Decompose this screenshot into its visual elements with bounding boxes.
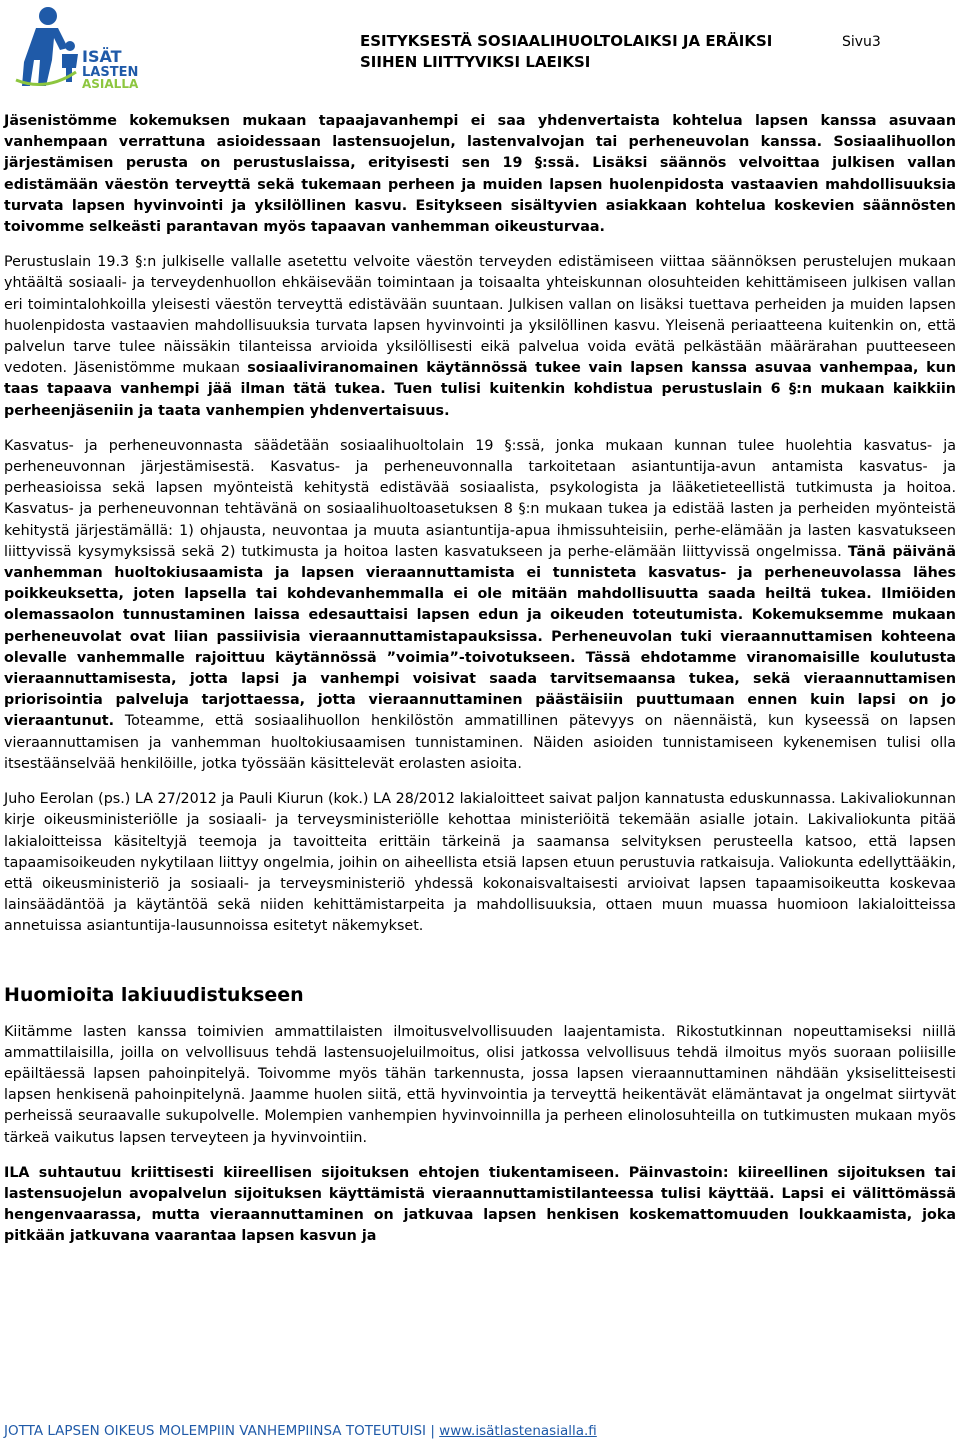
footer-separator: | bbox=[430, 1423, 435, 1439]
paragraph-1: Jäsenistömme kokemuksen mukaan tapaajavanhempi ei saa yhdenvertaista kohtelua lapsen kanssa asuvaan vanhempaan verrattuna asioidessaan lastensuojelun, lastenvalvojan tai perheneuvolan kanssa. Sosiaalihuollon järjestämisen perusta on perustuslaissa, erityisesti sen 19 §:ssä. Lisäksi säännös velvoittaa julkisen vallan edistämään väestön terveyttä sekä tukemaan perheen ja muiden lapsen huolenpidosta vastaavien mahdollisuuksia turvata lapsen hyvinvointi ja yksilöllinen kasvu. Esitykseen sisältyvien asiakkaan kohtelua koskevien säännösten toivomme selkeästi parantavan myös tapaavan vanhemman oikeusturvaa. bbox=[4, 113, 956, 236]
section-heading: Huomioita lakiuudistukseen bbox=[4, 983, 304, 1006]
paragraph-5: Kiitämme lasten kanssa toimivien ammattilaisten ilmoitusvelvollisuuden laajentamista. Rikostutkinnan nopeuttamiseksi niillä ammattilaisilla, joilla on velvollisuus tehdä lastensuojeluilmoitus, olisi jatkossa velvollisuus tehdä ilmoitus myös suoraan poliisille epäiltäessä lapsen pahoinpitelyä. Toivomme myös tähän tarkennusta, jossa lapsen vieraannuttaminen nähdään yksiselitteisesti lapsen henkisenä pahoinpitelynä. Jaamme huolen siitä, että hyvinvointia ja terveyttä heikentävät elämäntavat ja ongelmat siirtyvät perheissä seuraavalle sukupolvelle. Molempien vanhempien hyvinvoinnilla ja perheen elinolosuhteilla on tutkimusten mukaan myös tärkeä vaikutus lapsen terveyteen ja hyvinvointiin. bbox=[4, 1023, 956, 1146]
logo-text-3: ASIALLA bbox=[82, 77, 139, 91]
logo-text-1: ISÄT bbox=[82, 47, 122, 66]
footer-website-link[interactable]: www.isätlastenasialla.fi bbox=[439, 1423, 597, 1439]
logo-graphic bbox=[6, 2, 156, 92]
organization-logo bbox=[6, 2, 156, 92]
logo-text-2: LASTEN bbox=[82, 65, 139, 80]
page-footer bbox=[4, 1423, 597, 1439]
paragraph-3 bbox=[4, 436, 956, 775]
paragraph-4: Juho Eerolan (ps.) LA 27/2012 ja Pauli Kiurun (kok.) LA 28/2012 lakialoitteet saivat paljon kannatusta eduskunnassa. Lakivaliokunnan kirje oikeusministeriölle ja sosiaali- ja terveysministeriölle kehottaa ministeriöitä tekemään asialle jotain. Lakivaliokunta pitää lakialoitteissa käsiteltyjä teemoja ja tavoitteita erittäin tärkeinä ja saamansa selvityksen perusteella katsoo, että lapsen tapaamisoikeuden nykytilaan liittyy ongelmia, joihin on aiheellista etsiä lapsen etuun perustuvia ratkaisuja. Valiokunta edellyttääkin, että oikeusministeriö ja sosiaali- ja terveysministeriö yhdessä kokonaisvaltaisesti arvioivat lapsen tapaamisoikeutta koskevaa lainsäädäntöä ja käytäntöä sekä niiden kehittämistarpeita ja mahdollisuuksia, ottaen muun muassa huomioon lakialoitteissa annetuissa asiantuntija-lausunnoissa esitetyt näkemykset. bbox=[4, 791, 956, 935]
paragraph-3-text: Kasvatus- ja perheneuvonnasta säädetään sosiaalihuoltolain 19 §:ssä, jonka mukaan kunnan tulee huolehtia kasvatus- ja perheneuvonnan järjestämisestä. Kasvatus- ja perheneuvonnalla tarkoitetaan asiantuntija-avun antamista kasvatus- ja perheasioissa sekä lapsen myönteistä kehitystä edistävää sosiaalista, psykologista ja lääketieteellistä tutkimusta ja hoitoa. Kasvatus- ja perheneuvonnan tehtävänä on sosiaalihuoltoasetuksen 8 §:n mukaan tukea ja edistää lasten ja perheiden myönteistä kehitystä järjestämällä: 1) ohjausta, neuvontaa ja muuta asiantuntija-apua ihmissuhteisiin, perhe-elämään ja lasten kasvatukseen liittyvissä kysymyksissä sekä 2) tutkimusta ja hoitoa lasten kasvatukseen ja perhe-elämään liittyvissä ongelmissa. bbox=[4, 437, 956, 560]
paragraph-2-bold: sosiaaliviranomainen käytännössä tukee vain lapsen kanssa asuvaa vanhempaa, kun taas tapaava vanhempi jää ilman tätä tukea. Tuen tulisi kuitenkin kohdistua perustuslain 6 §:n mukaan kaikkiin perheenjäseniin ja taata vanhempien yhdenvertaisuus. bbox=[4, 360, 956, 419]
page-number: Sivu3 bbox=[842, 34, 881, 50]
paragraph-3-bold: Tänä päivänä vanhemman huoltokiusaamista ja lapsen vieraannuttamista ei tunnisteta kasvatus- ja perheneuvolassa lähes poikkeuksetta, joten lapsella tai kohdevanhemmalla ei ole mitään mahdollisuutta saada heiltä tukea. Ilmiöiden olemassaolon tunnustaminen laissa edesauttaisi lapsen edun ja oikeuden toteutumista. Kokemuksemme mukaan perheneuvolat ovat liian passiivisia vieraannuttamistapauksissa. Perheneuvolan tuki vieraannuttamisen kohteena olevalle vanhemmalle rajoittuu käytännössä ”voimia”-toivotukseen. Tässä ehdotamme viranomaisille koulutusta vieraannuttamisesta, jotta lapsi ja vanhempi voisivat saada tarvitsemaansa tukea, sekä vieraannuttamisen priorisointia palveluja tarjottaessa, jotta vieraannuttaminen päästäisiin puuttumaan ennen kuin lapsi on jo vieraantunut. bbox=[4, 543, 956, 730]
paragraph-2-text: Perustuslain 19.3 §:n julkiselle vallalle asetettu velvoite väestön terveyden edistämiseen viittaa säännöksen perustelujen mukaan yhtäältä sosiaali- ja terveydenhuollon ehkäisevään toimintaan ja toisaalta yhteiskunnan olosuhteiden kehittämiseen julkisen vallan eri toimintalohkoilla yleisesti väestön terveyttä edistävään suuntaan. Julkisen vallan on lisäksi tuettava perheiden ja muiden lapsen huolenpidosta vastaavien mahdollisuuksia turvata lapsen hyvinvointi ja yksilöllinen kasvu. Yleisenä periaatteena kuitenkin on, että palvelun tarve tulee näissäkin tilanteissa arvioida yksilöllisesti eikä palvelua voida evätä pelkästään määrärahan puutteeseen vedoten. Jäsenistömme mukaan bbox=[4, 254, 956, 377]
document-body bbox=[4, 111, 956, 1248]
document-header-title: ESITYKSESTÄ SOSIAALIHUOLTOLAIKSI JA ERÄIKSI SIIHEN LIITTYVIKSI LAEIKSI bbox=[360, 32, 773, 71]
footer-slogan: JOTTA LAPSEN OIKEUS MOLEMPIIN VANHEMPIINSA TOTEUTUISI bbox=[4, 1423, 427, 1439]
paragraph-2 bbox=[4, 252, 956, 422]
paragraph-3-tail: Toteamme, että sosiaalihuollon henkilöstön ammatillinen pätevyys on näennäistä, kun kyseessä on lapsen vieraannuttamisen ja vanhemman huoltokiusaamisen tunnistaminen. Näiden asioiden tunnistamiseen kykenemisen tulisi olla itsestäänselvää henkilöille, jotka työssään käsittelevät erolasten asioita. bbox=[4, 713, 956, 772]
paragraph-6: ILA suhtautuu kriittisesti kiireellisen sijoituksen ehtojen tiukentamiseen. Päinvastoin: kiireellinen sijoituksen tai lastensuojelun avopalvelun sijoituksen käyttämistä vieraannuttamistilanteessa tulisi käyttää. Lapsi ei välittömässä hengenvaarassa, mutta vieraannuttaminen on jatkuvaa lapsen henkisen koskemattomuuden loukkaamista, joka pitkään jatkuvana vaarantaa lapsen kasvun ja bbox=[4, 1164, 956, 1245]
